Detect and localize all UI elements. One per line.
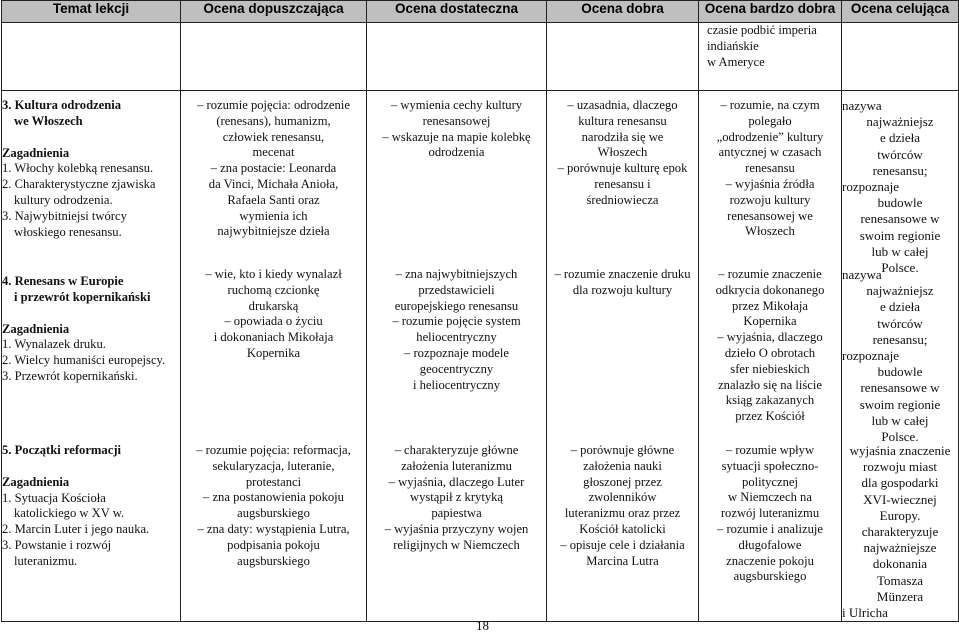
requirement-line: sfer niebieskich bbox=[730, 361, 810, 376]
requirements-block bbox=[842, 443, 958, 621]
requirement-line: heliocentryczny bbox=[416, 330, 497, 345]
requirements-block bbox=[367, 98, 546, 267]
topic-title: we Włoszech bbox=[14, 113, 83, 128]
header-dobra: Ocena dobra bbox=[547, 1, 699, 23]
requirement-line: Rafaela Santi oraz bbox=[227, 192, 320, 207]
requirement-line: Europy. bbox=[879, 507, 921, 523]
requirement-line: zwolenników bbox=[588, 490, 657, 505]
requirement-line: swoim regionie bbox=[859, 396, 941, 412]
requirement-line: Marcina Lutra bbox=[586, 553, 659, 568]
header-bardzo-dobra: Ocena bardzo dobra bbox=[699, 1, 842, 23]
requirement-line: antycznej w czasach bbox=[718, 145, 822, 160]
requirement-line: „odrodzenie” kultury bbox=[716, 129, 824, 144]
page-number: 18 bbox=[476, 618, 489, 633]
requirement-line: – porównuje główne bbox=[570, 443, 675, 457]
requirement-line: Tomasza bbox=[876, 572, 923, 588]
requirement-line: odkrycia dokonanego bbox=[715, 282, 825, 297]
requirement-line: – wie, kto i kiedy wynalazł bbox=[205, 267, 342, 281]
requirement-line: podpisania pokoju bbox=[227, 537, 320, 552]
requirement-line: rozwój luteranizmu bbox=[720, 506, 820, 521]
topic-title: i przewrót kopernikański bbox=[14, 289, 151, 304]
requirement-line: e dzieła bbox=[879, 130, 921, 146]
requirement-line: dla gospodarki bbox=[861, 475, 939, 491]
requirement-line: renesansowe w bbox=[860, 211, 940, 227]
requirement-line: i dokonaniach Mikołaja bbox=[213, 330, 334, 345]
requirement-line: przez Kościół bbox=[735, 409, 805, 424]
requirement-line: – wyjaśnia, dlaczego bbox=[717, 330, 823, 345]
requirement-line: najważniejsz bbox=[866, 283, 934, 299]
requirement-line: rozwoju miast bbox=[862, 459, 937, 475]
requirement-line: – wymienia cechy kultury bbox=[390, 98, 523, 112]
requirement-line: mecenat bbox=[252, 145, 295, 160]
requirement-line: założenia nauki bbox=[583, 458, 662, 473]
requirement-line: – opowiada o życiu bbox=[224, 314, 323, 329]
requirements-block bbox=[842, 98, 958, 276]
requirement-line: twórców bbox=[877, 146, 923, 162]
requirement-line: – rozumie, na czym bbox=[720, 98, 820, 112]
list-item: 1. Wynalazek druku. bbox=[2, 337, 106, 352]
requirement-line: lub w całej bbox=[871, 412, 929, 428]
requirement-line: najwybitniejsze dzieła bbox=[217, 224, 330, 239]
requirement-line: politycznej bbox=[742, 474, 798, 489]
requirement-line: Włoszech bbox=[745, 224, 795, 239]
requirements-block bbox=[181, 98, 366, 267]
header-celujaca: Ocena celująca bbox=[842, 1, 959, 23]
requirement-line: Kopernika bbox=[743, 314, 797, 329]
requirement-line: augsburskiego bbox=[237, 506, 310, 521]
requirement-line: – zna daty: wystąpienia Lutra, bbox=[197, 521, 350, 536]
requirement-line: wymienia ich bbox=[239, 208, 308, 223]
requirement-line: w Niemczech na bbox=[728, 490, 812, 505]
requirement-line: przez Mikołaja bbox=[732, 298, 808, 313]
requirements-block bbox=[547, 98, 698, 267]
requirements-block bbox=[547, 267, 698, 443]
requirement-line: głoszonej przez bbox=[583, 474, 662, 489]
requirement-line: e dzieła bbox=[879, 299, 921, 315]
requirement-line: sekularyzacja, luteranie, bbox=[212, 458, 335, 473]
requirement-line: Polsce. bbox=[881, 429, 919, 445]
requirements-block bbox=[842, 267, 958, 443]
requirement-line: protestanci bbox=[245, 474, 302, 489]
requirement-line: – rozumie wpływ bbox=[725, 443, 815, 457]
list-item: katolickiego w XV w. bbox=[14, 506, 125, 521]
zagadnienia-label: Zagadnienia bbox=[2, 321, 70, 336]
requirement-line: geocentryczny bbox=[419, 361, 494, 376]
requirement-line: – porównuje kulturę epok bbox=[557, 161, 688, 176]
requirement-line: ruchomą czcionkę bbox=[227, 282, 320, 297]
requirement-line: najważniejsz bbox=[866, 114, 934, 130]
list-item: 1. Włochy kolebką renesansu. bbox=[2, 161, 154, 176]
topic-block bbox=[2, 98, 180, 274]
requirement-line: luteranizmu oraz przez bbox=[564, 506, 681, 521]
requirement-line: wystąpił z krytyką bbox=[409, 490, 504, 505]
requirement-line: narodziła się we bbox=[581, 129, 664, 144]
list-item: 2. Charakterystyczne zjawiska bbox=[2, 177, 156, 192]
requirement-line: Włoszech bbox=[597, 145, 648, 160]
requirement-line: Münzera bbox=[876, 588, 924, 604]
requirement-line: twórców bbox=[877, 315, 923, 331]
requirement-line: drukarską bbox=[248, 298, 299, 313]
list-item: 1. Sytuacja Kościoła bbox=[2, 490, 106, 505]
list-item: włoskiego renesansu. bbox=[14, 224, 122, 239]
requirement-line: – opisuje cele i działania bbox=[560, 537, 685, 552]
requirement-line: renesansowe w bbox=[860, 380, 940, 396]
requirement-line: charakteryzuje bbox=[861, 524, 939, 540]
requirement-line: renesansu; bbox=[872, 331, 928, 347]
requirement-line: – rozumie znaczenie druku bbox=[554, 267, 691, 281]
requirement-line: – zna postacie: Leonarda bbox=[210, 161, 337, 176]
requirement-line: długofalowe bbox=[738, 537, 802, 552]
requirement-line: – rozumie pojęcie system bbox=[392, 314, 521, 329]
requirement-line: – wyjaśnia źródła bbox=[725, 176, 815, 191]
requirement-line: europejskiego renesansu bbox=[394, 298, 519, 313]
list-item: kultury odrodzenia. bbox=[14, 192, 113, 207]
requirement-line: – rozumie i analizuje bbox=[717, 521, 823, 536]
requirement-line: średniowiecza bbox=[586, 192, 659, 207]
topic-block bbox=[2, 274, 180, 443]
dopuszczajaca-column bbox=[181, 91, 367, 622]
dobra-column bbox=[547, 91, 699, 622]
continuation-line: indiańskie bbox=[707, 38, 759, 53]
requirement-line: człowiek renesansu, bbox=[222, 129, 325, 144]
zagadnienia-label: Zagadnienia bbox=[2, 474, 70, 489]
requirement-line: – rozumie pojęcia: reformacja, bbox=[196, 443, 351, 457]
requirement-line: dla rozwoju kultury bbox=[572, 282, 673, 297]
requirement-line: nazywa bbox=[842, 98, 882, 113]
requirement-line: odrodzenia bbox=[428, 145, 485, 160]
requirement-line: (renesans), humanizm, bbox=[216, 113, 331, 128]
continuation-line: w Ameryce bbox=[707, 54, 765, 69]
requirements-block bbox=[699, 443, 841, 585]
header-topic: Temat lekcji bbox=[2, 1, 181, 23]
requirement-line: da Vinci, Michała Anioła, bbox=[208, 176, 339, 191]
requirement-line: i heliocentryczny bbox=[412, 377, 501, 392]
list-item: 3. Najwybitniejsi twórcy bbox=[2, 208, 127, 223]
header-dopuszczajaca: Ocena dopuszczająca bbox=[181, 1, 367, 23]
topic-title: 3. Kultura odrodzenia bbox=[2, 98, 122, 112]
requirement-line: i Ulricha bbox=[842, 605, 888, 621]
list-item: 3. Przewrót kopernikański. bbox=[2, 368, 138, 383]
requirement-line: znaczenie pokoju bbox=[726, 553, 814, 568]
table-row bbox=[2, 91, 959, 622]
topic-column bbox=[2, 91, 181, 622]
requirement-line: założenia luteranizmu bbox=[401, 458, 512, 473]
requirement-line: dokonania bbox=[872, 556, 928, 572]
requirement-line: budowle bbox=[877, 364, 923, 380]
continuation-cell bbox=[699, 23, 842, 91]
requirement-line: znalazło się na liście bbox=[718, 377, 822, 392]
requirement-line: ksiąg zakazanych bbox=[725, 393, 815, 408]
requirement-line: polegało bbox=[748, 113, 792, 128]
requirement-line: – wyjaśnia przyczyny wojen bbox=[384, 521, 529, 536]
requirement-line: XVI-wiecznej bbox=[863, 491, 937, 507]
zagadnienia-label: Zagadnienia bbox=[2, 145, 70, 160]
requirement-line: religijnych w Niemczech bbox=[393, 537, 520, 552]
requirement-line: najważniejsze bbox=[863, 540, 937, 556]
requirement-line: lub w całej bbox=[871, 243, 929, 259]
requirement-line: augsburskiego bbox=[237, 553, 310, 568]
requirement-line: – charakteryzuje główne bbox=[394, 443, 519, 457]
requirement-line: nazywa bbox=[842, 267, 882, 282]
lesson-requirements-table bbox=[1, 0, 959, 622]
requirements-block bbox=[367, 443, 546, 554]
requirements-block bbox=[367, 267, 546, 443]
celujaca-column bbox=[842, 91, 959, 622]
requirements-block bbox=[547, 443, 698, 569]
header-dostateczna: Ocena dostateczna bbox=[367, 1, 547, 23]
requirement-line: papiestwa bbox=[431, 506, 482, 521]
requirements-block bbox=[181, 443, 366, 569]
requirement-line: Kościół katolicki bbox=[579, 521, 666, 536]
requirement-line: – rozumie znaczenie bbox=[718, 267, 822, 281]
requirement-line: rozwoju kultury bbox=[729, 192, 811, 207]
dostateczna-column bbox=[367, 91, 547, 622]
requirement-line: – rozpoznaje modele bbox=[404, 345, 509, 360]
topic-block bbox=[2, 443, 180, 570]
requirement-line: augsburskiego bbox=[733, 569, 807, 584]
bardzo-dobra-column bbox=[699, 91, 842, 622]
requirement-line: renesansu bbox=[745, 161, 795, 176]
requirement-line: – wskazuje na mapie kolebkę bbox=[382, 129, 531, 144]
continuation-line: czasie podbić imperia bbox=[707, 23, 817, 37]
list-item: 2. Wielcy humaniści europejscy. bbox=[2, 353, 166, 368]
requirement-line: przedstawicieli bbox=[418, 282, 495, 297]
list-item: 3. Powstanie i rozwój bbox=[2, 537, 112, 552]
list-item: 2. Marcin Luter i jego nauka. bbox=[2, 522, 150, 537]
requirement-line: rozpoznaje bbox=[842, 348, 900, 364]
topic-title: 4. Renesans w Europie bbox=[2, 274, 124, 288]
requirement-line: Polsce. bbox=[881, 260, 919, 276]
requirement-line: – zna najwybitniejszych bbox=[395, 267, 518, 281]
requirements-block bbox=[699, 98, 841, 267]
requirement-line: dzieło O obrotach bbox=[724, 345, 816, 360]
requirement-line: rozpoznaje bbox=[842, 179, 900, 195]
requirement-line: sytuacji społeczno- bbox=[721, 458, 819, 473]
continuation-row bbox=[2, 23, 959, 91]
requirement-line: budowle bbox=[877, 195, 923, 211]
requirement-line: renesansu; bbox=[872, 162, 928, 178]
requirement-line: renesansowej bbox=[422, 113, 491, 128]
requirement-line: – zna postanowienia pokoju bbox=[203, 490, 344, 505]
requirement-line: renesansowej we bbox=[727, 208, 813, 223]
requirements-block bbox=[699, 267, 841, 443]
requirement-line: kultura renesansu bbox=[578, 113, 667, 128]
requirement-line: – rozumie pojęcia: odrodzenie bbox=[197, 98, 350, 112]
topic-title: 5. Początki reformacji bbox=[2, 443, 122, 457]
requirement-line: wyjaśnia znaczenie bbox=[849, 443, 951, 458]
requirement-line: renesansu i bbox=[594, 176, 651, 191]
requirement-line: – uzasadnia, dlaczego bbox=[567, 98, 678, 112]
list-item: luteranizmu. bbox=[14, 553, 78, 568]
requirement-line: – wyjaśnia, dlaczego Luter bbox=[388, 474, 525, 489]
requirement-line: swoim regionie bbox=[859, 227, 941, 243]
requirement-line: Kopernika bbox=[246, 345, 301, 360]
requirements-block bbox=[181, 267, 366, 443]
